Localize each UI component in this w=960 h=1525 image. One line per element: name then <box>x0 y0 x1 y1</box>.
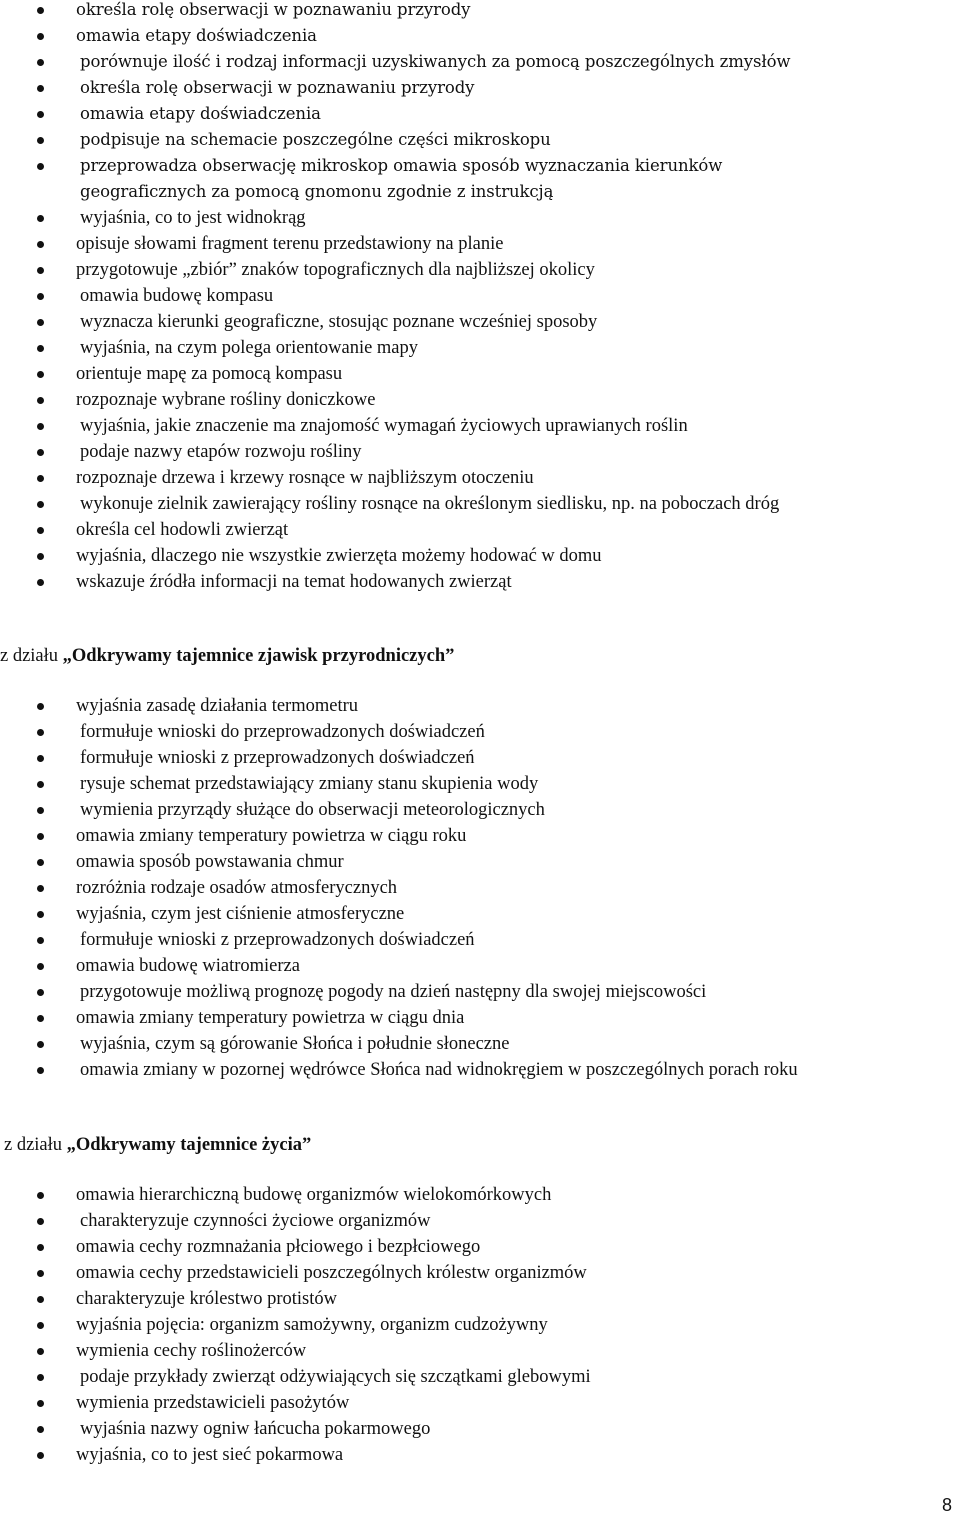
list-item-text: opisuje słowami fragment terenu przedstawiony na planie <box>76 234 504 254</box>
bullet <box>37 1041 44 1048</box>
list-item-text: wymienia przyrządy służące do obserwacji meteorologicznych <box>80 800 545 820</box>
list-item-text: wyjaśnia, co to jest sieć pokarmowa <box>76 1445 344 1465</box>
list-item-text: formułuje wnioski z przeprowadzonych doświadczeń <box>80 930 475 950</box>
list-item-text: formułuje wnioski z przeprowadzonych doświadczeń <box>80 748 475 768</box>
list-item-text: określa cel hodowli zwierząt <box>76 520 289 540</box>
bullet <box>37 989 44 996</box>
list-item-text: wyjaśnia zasadę działania termometru <box>76 696 358 716</box>
bullet <box>37 59 44 66</box>
list-item-text: omawia cechy przedstawicieli poszczególnych królestw organizmów <box>76 1263 587 1283</box>
bullet <box>37 1015 44 1022</box>
list-item-text: podpisuje na schemacie poszczególne części mikroskopu <box>80 130 551 149</box>
list-item-text: wyjaśnia, co to jest widnokrąg <box>80 208 306 228</box>
list-item-text: omawia zmiany w pozornej wędrówce Słońca nad widnokręgiem w poszczególnych porach roku <box>80 1060 798 1080</box>
section-heading-prefix: z działu <box>4 1135 67 1155</box>
list-item-text: określa rolę obserwacji w poznawaniu przyrody <box>76 0 471 19</box>
list-item-text: omawia etapy doświadczenia <box>80 104 321 123</box>
section-heading <box>4 1132 311 1158</box>
bullet <box>37 215 44 222</box>
list-item-text: formułuje wnioski do przeprowadzonych doświadczeń <box>80 722 485 742</box>
bullet <box>37 553 44 560</box>
list-item-text: wyjaśnia pojęcia: organizm samożywny, organizm cudzożywny <box>76 1315 548 1335</box>
section-heading <box>0 643 454 669</box>
bullet <box>37 345 44 352</box>
list-item-text: wskazuje źródła informacji na temat hodowanych zwierząt <box>76 572 512 592</box>
bullet <box>37 729 44 736</box>
list-item-text: wymienia cechy roślinożerców <box>76 1341 307 1361</box>
bullet <box>37 319 44 326</box>
page-number: 8 <box>941 1495 952 1515</box>
bullet <box>37 449 44 456</box>
list-item-text: przygotowuje „zbiór” znaków topograficznych dla najbliższej okolicy <box>76 260 595 280</box>
bullet <box>37 703 44 710</box>
list-item-text: rozpoznaje wybrane rośliny doniczkowe <box>76 390 376 410</box>
list-item-text: wymienia przedstawicieli pasożytów <box>76 1393 350 1413</box>
bullet <box>37 833 44 840</box>
bullet <box>37 1452 44 1459</box>
bullet <box>37 85 44 92</box>
list-item-text: podaje nazwy etapów rozwoju rośliny <box>80 442 362 462</box>
list-item-text: wyznacza kierunki geograficzne, stosując poznane wcześniej sposoby <box>80 312 598 332</box>
bullet <box>37 911 44 918</box>
bullet <box>37 241 44 248</box>
list-item-text: porównuje ilość i rodzaj informacji uzyskiwanych za pomocą poszczególnych zmysłów <box>80 52 791 71</box>
list-item-text: przeprowadza obserwację mikroskop omawia sposób wyznaczania kierunków geograficznych za pomocą gnomonu zgodnie z instrukcją <box>80 156 723 201</box>
bullet <box>37 1192 44 1199</box>
bullet <box>37 755 44 762</box>
list-item-text: wyjaśnia nazwy ogniw łańcucha pokarmowego <box>80 1419 431 1439</box>
bullet <box>37 7 44 14</box>
bullet <box>37 501 44 508</box>
list-item-text: podaje przykłady zwierząt odżywiających się szczątkami glebowymi <box>80 1367 591 1387</box>
bullet <box>37 807 44 814</box>
list-item-text: przygotowuje możliwą prognozę pogody na dzień następny dla swojej miejscowości <box>80 982 707 1002</box>
list-item-text: orientuje mapę za pomocą kompasu <box>76 364 343 384</box>
bullet <box>37 1322 44 1329</box>
list-item-text: wyjaśnia, na czym polega orientowanie mapy <box>80 338 419 358</box>
list-item-text: charakteryzuje królestwo protistów <box>76 1289 337 1309</box>
bullet <box>37 33 44 40</box>
list-item-text: wyjaśnia, czym są górowanie Słońca i południe słoneczne <box>80 1034 510 1054</box>
list-item-text: wykonuje zielnik zawierający rośliny rosnące na określonym siedlisku, np. na poboczach dróg <box>80 494 780 514</box>
bullet <box>37 527 44 534</box>
bullet <box>37 267 44 274</box>
list-item-text: omawia zmiany temperatury powietrza w ciągu roku <box>76 826 467 846</box>
bullet <box>37 1348 44 1355</box>
bullet <box>37 397 44 404</box>
list-item-text: omawia sposób powstawania chmur <box>76 852 344 872</box>
bullet <box>37 937 44 944</box>
section-heading-title: „Odkrywamy tajemnice życia” <box>66 1135 312 1155</box>
bullet <box>37 885 44 892</box>
bullet <box>37 579 44 586</box>
bullet <box>37 1296 44 1303</box>
list-item-text: omawia budowę wiatromierza <box>76 956 300 976</box>
list-item-text: wyjaśnia, dlaczego nie wszystkie zwierzęta możemy hodować w domu <box>76 546 602 566</box>
bullet <box>37 293 44 300</box>
bullet <box>37 137 44 144</box>
list-item-text: omawia cechy rozmnażania płciowego i bezpłciowego <box>76 1237 481 1257</box>
list-item-text: rozpoznaje drzewa i krzewy rosnące w najbliższym otoczeniu <box>76 468 534 488</box>
bullet <box>37 1218 44 1225</box>
list-item-text: wyjaśnia, jakie znaczenie ma znajomość wymagań życiowych uprawianych roślin <box>80 416 688 436</box>
bullet <box>37 1067 44 1074</box>
bullet <box>37 1400 44 1407</box>
list-item-text: określa rolę obserwacji w poznawaniu przyrody <box>80 78 475 97</box>
list-item-text: wyjaśnia, czym jest ciśnienie atmosferyczne <box>76 904 405 924</box>
bullet <box>37 475 44 482</box>
bullet <box>37 963 44 970</box>
bullet <box>37 371 44 378</box>
bullet <box>37 1244 44 1251</box>
list-item-text: omawia zmiany temperatury powietrza w ciągu dnia <box>76 1008 465 1028</box>
bullet <box>37 859 44 866</box>
list-item-text: charakteryzuje czynności życiowe organizmów <box>80 1211 431 1231</box>
bullet <box>37 111 44 118</box>
list-item-text: omawia hierarchiczną budowę organizmów wielokomórkowych <box>76 1185 552 1205</box>
bullet <box>37 163 44 170</box>
list-item-text: omawia budowę kompasu <box>80 286 274 306</box>
bullet <box>37 1270 44 1277</box>
section-heading-title: „Odkrywamy tajemnice zjawisk przyrodniczych” <box>62 646 455 666</box>
bullet <box>37 1426 44 1433</box>
list-item-text: rozróżnia rodzaje osadów atmosferycznych <box>76 878 398 898</box>
list-item-text: rysuje schemat przedstawiający zmiany stanu skupienia wody <box>80 774 539 794</box>
bullet <box>37 1374 44 1381</box>
bullet <box>37 423 44 430</box>
list-item-text: omawia etapy doświadczenia <box>76 26 317 45</box>
section-heading-prefix: z działu <box>0 646 63 666</box>
bullet <box>37 781 44 788</box>
